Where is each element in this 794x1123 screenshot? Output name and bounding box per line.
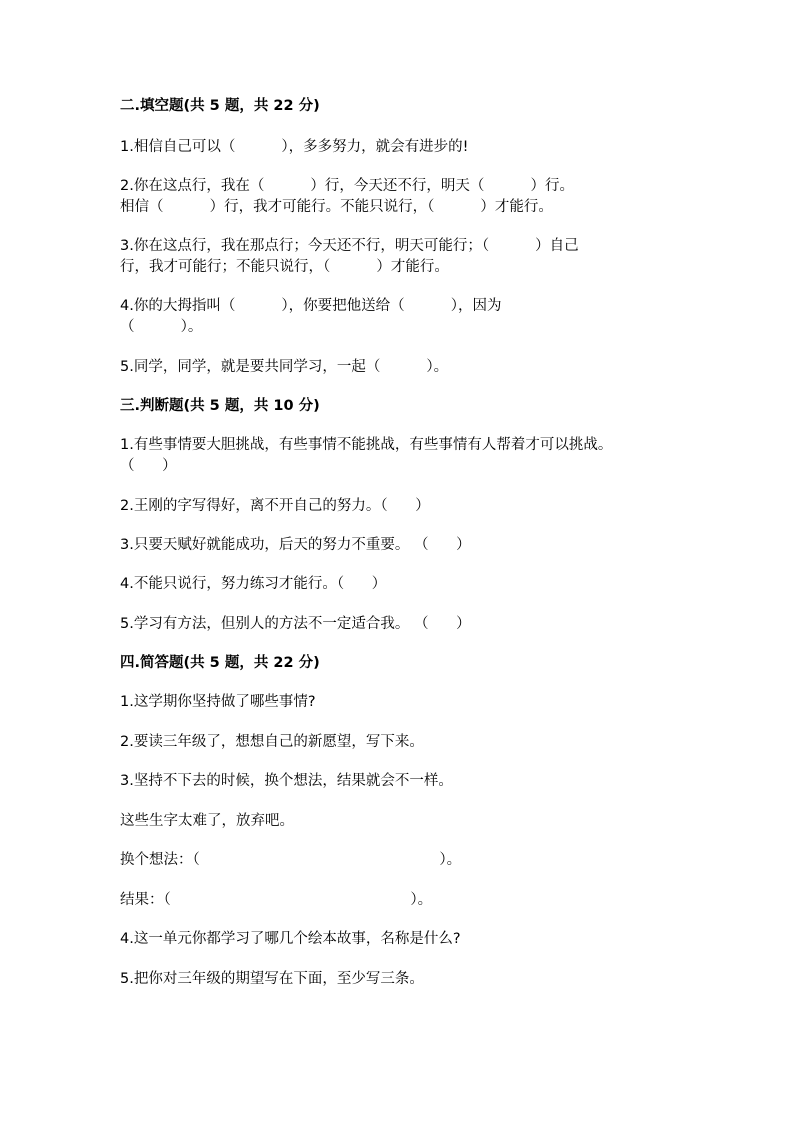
fill-blank-question-2-line-1: 2.你在这点行，我在（ ）行，今天还不行，明天（ ）行。: [120, 178, 575, 194]
short-answer-question-5: 5.把你对三年级的期望写在下面，至少写三条。: [120, 971, 424, 987]
short-answer-question-3-change-blank: 换个想法：（ ）。: [120, 852, 462, 868]
true-false-question-5: 5.学习有方法，但别人的方法不一定适合我。 （ ）: [120, 616, 471, 632]
fill-blank-question-4-line-1: 4.你的大拇指叫（ ），你要把他送给（ ），因为: [120, 298, 502, 314]
fill-blank-question-3-line-1: 3.你在这点行，我在那点行；今天还不行，明天可能行；（ ）自己: [120, 238, 579, 254]
true-false-question-2: 2.王刚的字写得好，离不开自己的努力。（ ）: [120, 498, 430, 514]
true-false-question-1-line-1: 1.有些事情要大胆挑战，有些事情不能挑战，有些事情有人帮着才可以挑战。: [120, 437, 613, 453]
short-answer-question-2: 2.要读三年级了，想想自己的新愿望，写下来。: [120, 734, 424, 750]
short-answer-question-1: 1.这学期你坚持做了哪些事情?: [120, 694, 316, 710]
fill-blank-question-5: 5.同学，同学，就是要共同学习，一起（ ）。: [120, 359, 449, 375]
fill-blank-question-1: 1.相信自己可以（ ），多多努力，就会有进步的!: [120, 139, 469, 155]
fill-blank-question-4-line-2: （ ）。: [120, 319, 203, 335]
section-heading-short-answer: 四.简答题(共 5 题，共 22 分): [120, 655, 320, 671]
true-false-question-4: 4.不能只说行，努力练习才能行。（ ）: [120, 576, 387, 592]
fill-blank-question-2-line-2: 相信（ ）行，我才可能行。不能只说行，（ ）才能行。: [120, 199, 553, 215]
true-false-question-3: 3.只要天赋好就能成功，后天的努力不重要。 （ ）: [120, 537, 471, 553]
true-false-question-1-line-2: （ ）: [120, 458, 177, 474]
fill-blank-question-3-line-2: 行，我才可能行；不能只说行，（ ）才能行。: [120, 259, 449, 275]
short-answer-question-3: 3.坚持不下去的时候，换个想法，结果就会不一样。: [120, 773, 453, 789]
short-answer-question-3-result-blank: 结果：（ ）。: [120, 892, 433, 908]
section-heading-true-false: 三.判断题(共 5 题，共 10 分): [120, 398, 320, 414]
short-answer-question-4: 4.这一单元你都学习了哪几个绘本故事，名称是什么?: [120, 931, 461, 947]
short-answer-question-3-example: 这些生字太难了，放弃吧。: [120, 813, 294, 829]
section-heading-fill-blank: 二.填空题(共 5 题，共 22 分): [120, 98, 320, 114]
